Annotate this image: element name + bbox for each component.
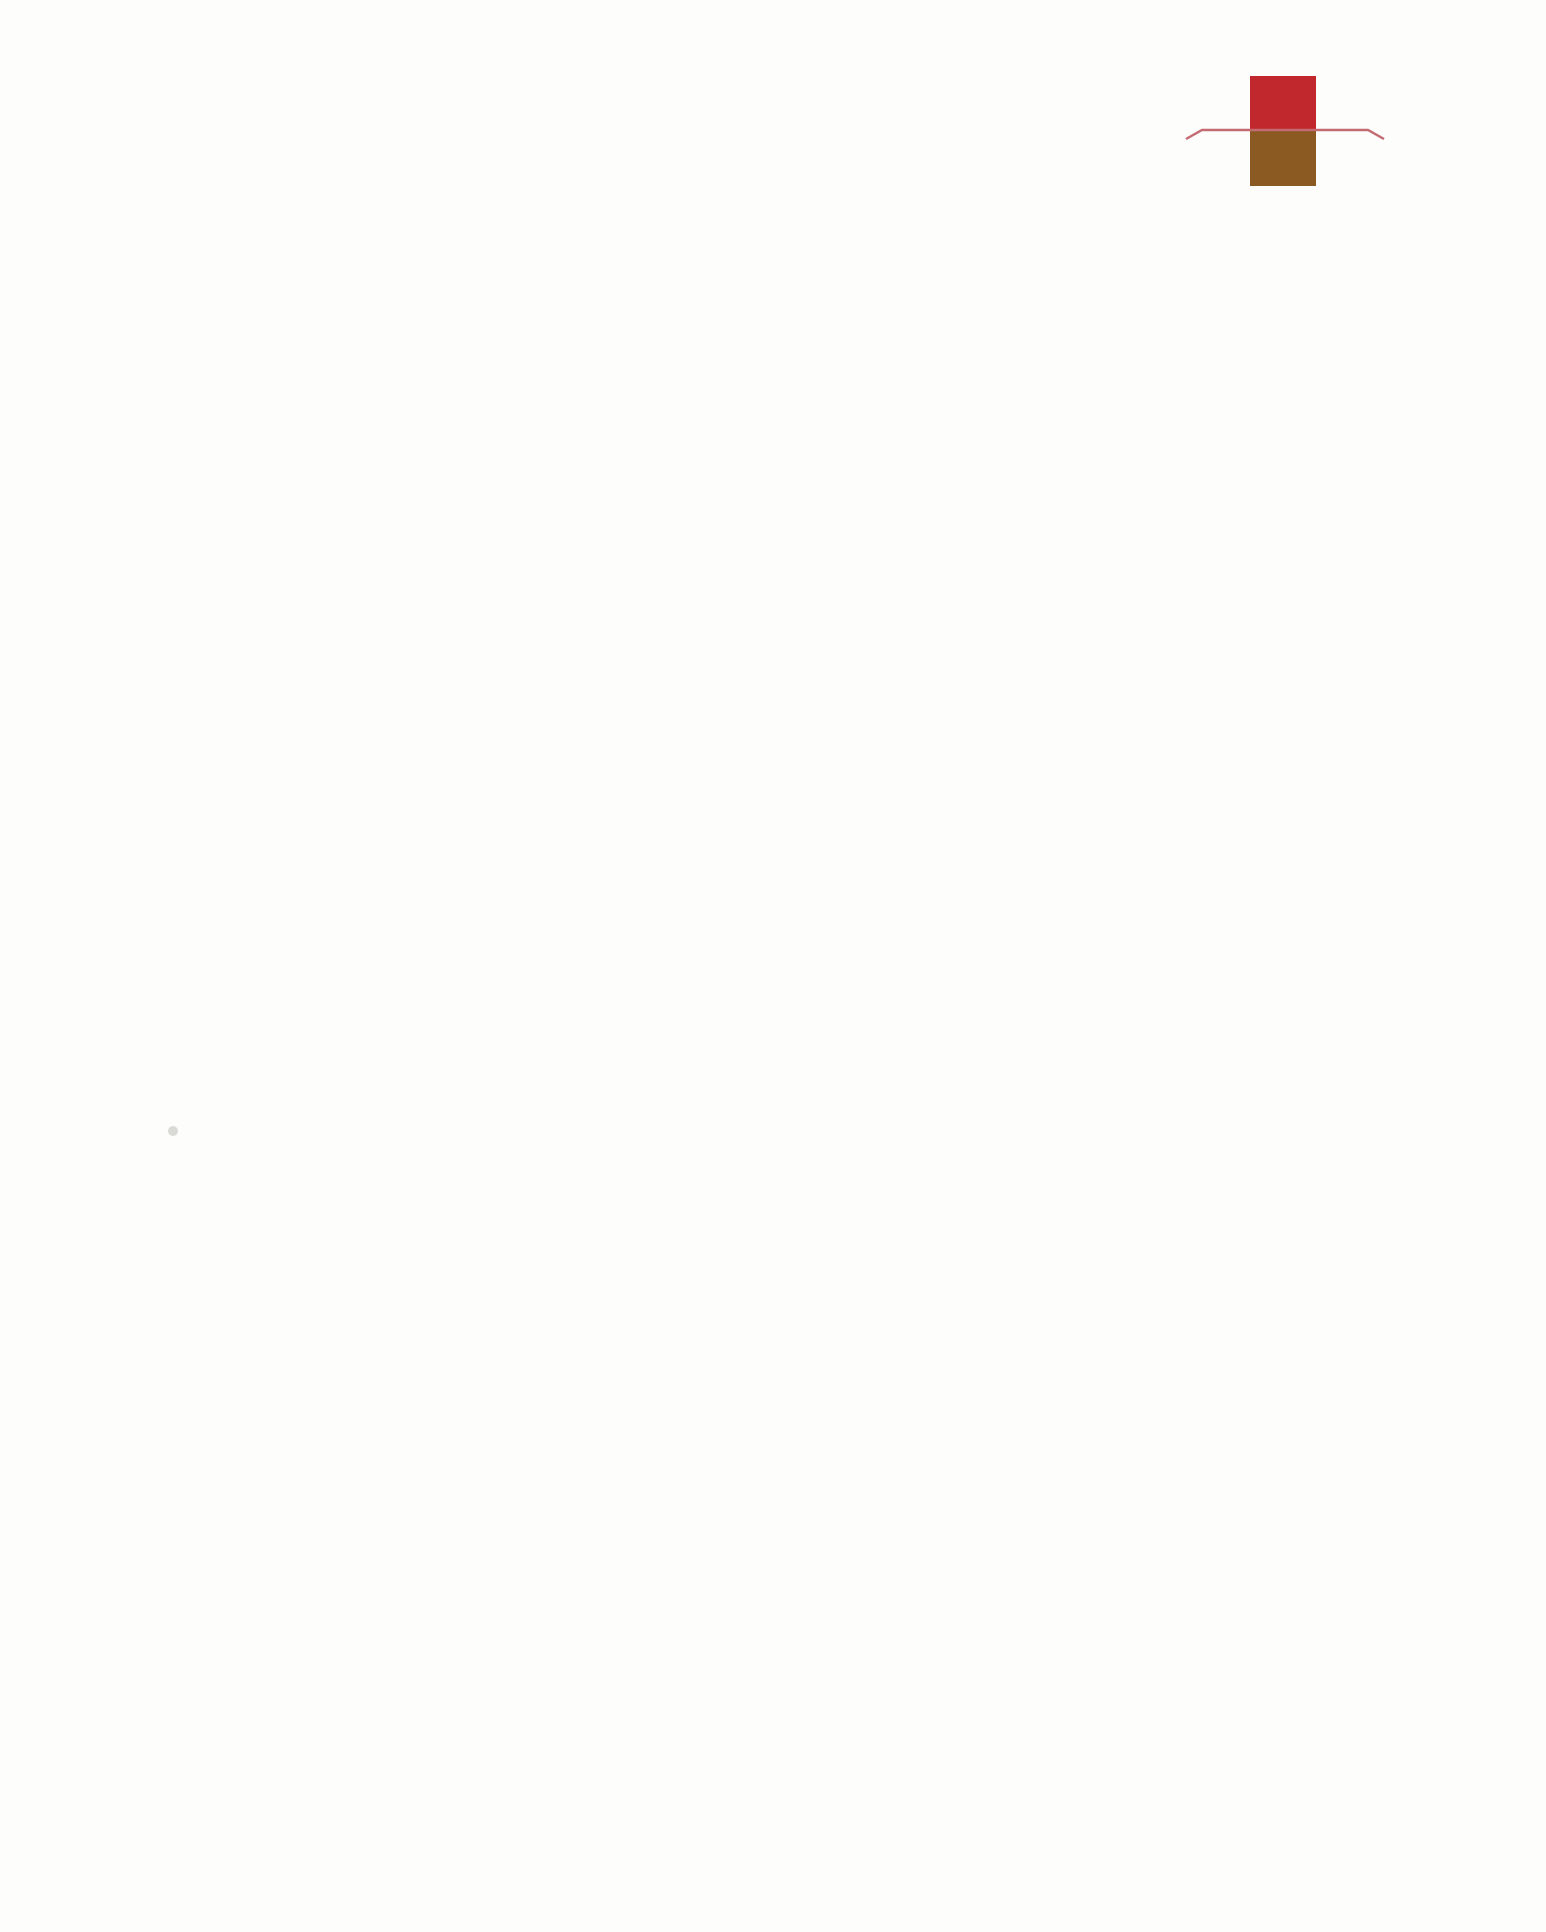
page-speck — [168, 1126, 178, 1136]
logo-seal-top-char — [1250, 76, 1316, 134]
publisher-logo — [1190, 68, 1380, 195]
logo-seal — [1190, 68, 1380, 188]
logo-swoosh-icon — [1184, 128, 1386, 140]
